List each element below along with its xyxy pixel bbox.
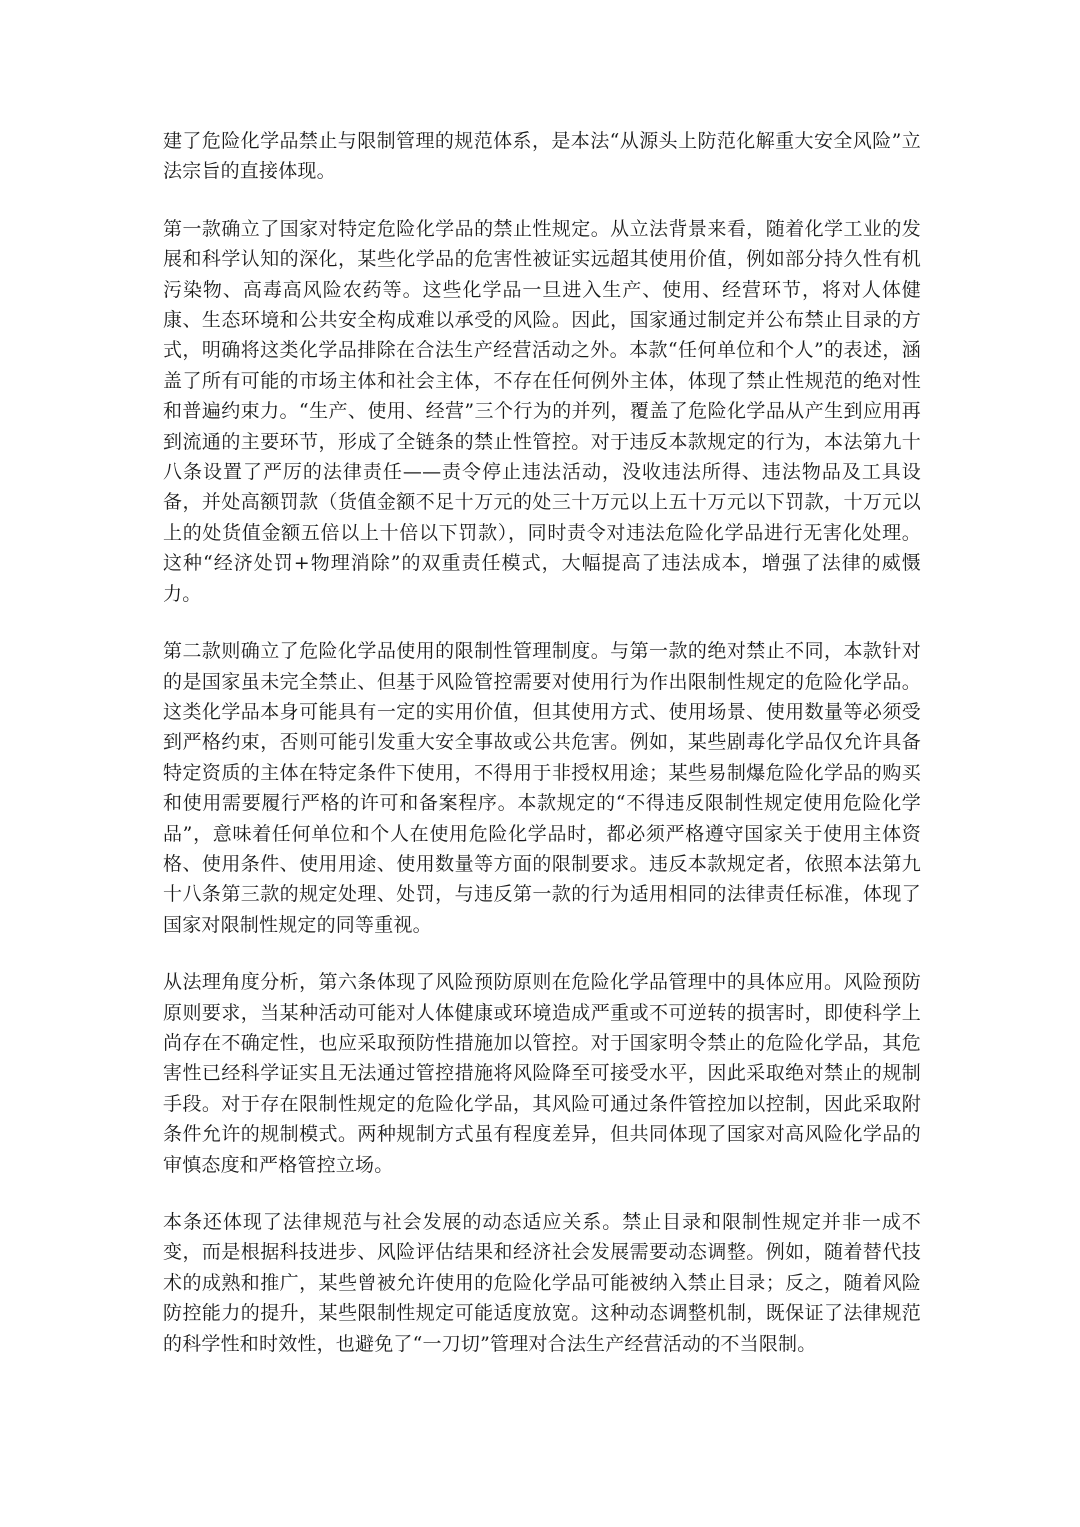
paragraph-legal-analysis: 从法理角度分析，第六条体现了风险预防原则在危险化学品管理中的具体应用。风险预防原则要求，当某种活动可能对人体健康或环境造成严重或不可逆转的损害时，即使科学上尚存在不确定性，也应采取预防性措施加以管控。对于国家明令禁止的危险化学品，其危害性已经科学证实且无法通过管控措施将风险降至可接受水平，因此采取绝对禁止的规制手段。对于存在限制性规定的危险化学品，其风险可通过条件管控加以控制，因此采取附条件允许的规制模式。两种规制方式虽有程度差异，但共同体现了国家对高风险化学品的审慎态度和严格管控立场。 (163, 971, 921, 1176)
paragraph-clause-two: 第二款则确立了危险化学品使用的限制性管理制度。与第一款的绝对禁止不同，本款针对的是国家虽未完全禁止、但基于风险管控需要对使用行为作出限制性规定的危险化学品。这类化学品本身可能具有一定的实用价值，但其使用方式、使用场景、使用数量等必须受到严格约束，否则可能引发重大安全事故或公共危害。例如，某些剧毒化学品仅允许具备特定资质的主体在特定条件下使用，不得用于非授权用途；某些易制爆危险化学品的购买和使用需要履行严格的许可和备案程序。本款规定的“不得违反限制性规定使用危险化学品”，意味着任何单位和个人在使用危险化学品时，都必须严格遵守国家关于使用主体资格、使用条件、使用用途、使用数量等方面的限制要求。违反本款规定者，依照本法第九十八条第三款的规定处理、处罚，与违反第一款的行为适用相同的法律责任标准，体现了国家对限制性规定的同等重视。 (163, 640, 921, 936)
paragraph-dynamic-adjustment: 本条还体现了法律规范与社会发展的动态适应关系。禁止目录和限制性规定并非一成不变，而是根据科技进步、风险评估结果和经济社会发展需要动态调整。例如，随着替代技术的成熟和推广，某些曾被允许使用的危险化学品可能被纳入禁止目录；反之，随着风险防控能力的提升，某些限制性规定可能适度放宽。这种动态调整机制，既保证了法律规范的科学性和时效性，也避免了“一刀切”管理对合法生产经营活动的不当限制。 (163, 1211, 921, 1355)
paragraph-intro: 建了危险化学品禁止与限制管理的规范体系，是本法“从源头上防范化解重大安全风险”立法宗旨的直接体现。 (163, 130, 921, 183)
document-body (163, 126, 921, 1386)
paragraph-clause-one: 第一款确立了国家对特定危险化学品的禁止性规定。从立法背景来看，随着化学工业的发展和科学认知的深化，某些化学品的危害性被证实远超其使用价值，例如部分持久性有机污染物、高毒高风险农药等。这些化学品一旦进入生产、使用、经营环节，将对人体健康、生态环境和公共安全构成难以承受的风险。因此，国家通过制定并公布禁止目录的方式，明确将这类化学品排除在合法生产经营活动之外。本款“任何单位和个人”的表述，涵盖了所有可能的市场主体和社会主体，不存在任何例外主体，体现了禁止性规范的绝对性和普遍约束力。“生产、使用、经营”三个行为的并列，覆盖了危险化学品从产生到应用再到流通的主要环节，形成了全链条的禁止性管控。对于违反本款规定的行为，本法第九十八条设置了严厉的法律责任——责令停止违法活动，没收违法所得、违法物品及工具设备，并处高额罚款（货值金额不足十万元的处三十万元以上五十万元以下罚款，十万元以上的处货值金额五倍以上十倍以下罚款），同时责令对违法危险化学品进行无害化处理。这种“经济处罚+物理消除”的双重责任模式，大幅提高了违法成本，增强了法律的威慑力。 (163, 217, 921, 605)
